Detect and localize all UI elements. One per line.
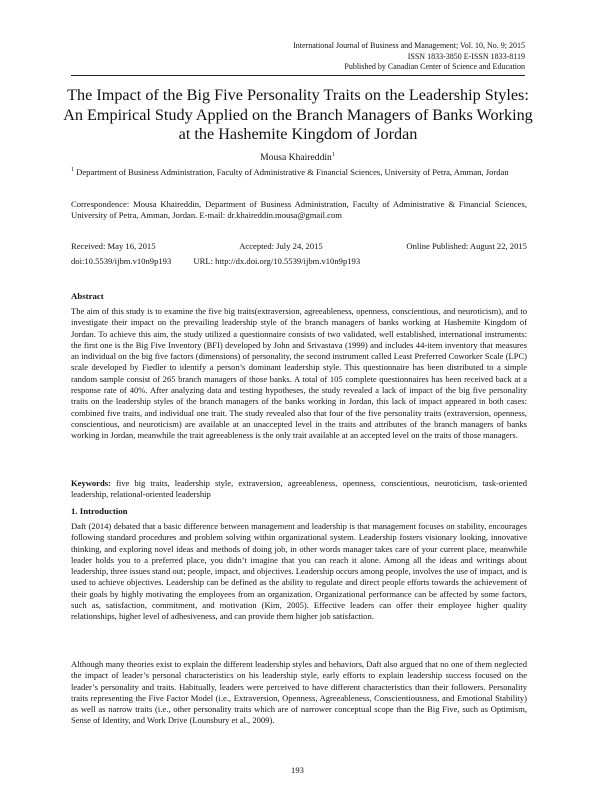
affiliation-text: Department of Business Administration, Faculty of Administrative & Financial Sciences, University of Petra, Amman, Jordan: [76, 167, 509, 177]
section-heading: 1. Introduction: [71, 506, 128, 516]
journal-publisher: Published by Canadian Center of Science and Education: [344, 62, 525, 71]
affiliation: [71, 167, 527, 178]
keywords-text: five big traits, leadership style, extraversion, agreeableness, openness, conscientious, neuroticism, task-oriented leadership, relational-oriented leadership: [71, 478, 527, 500]
page-number: 193: [291, 765, 304, 775]
journal-issn: ISSN 1833-3850 E-ISSN 1833-8119: [407, 51, 525, 61]
doi-url[interactable]: URL: http://dx.doi.org/10.5539/ijbm.v10n9p193: [193, 256, 361, 266]
author-line: [0, 152, 595, 163]
intro-paragraph-1: Daft (2014) debated that a basic difference between management and leadership is that management focuses on stability, encourages following standard procedures and problem solving within organizational system. Leadership fosters visionary looking, innovative thinking, and exploring novel ideas and methods of doing job, in other words manager takes care of your current place, meanwhile leader holds you to a preferred place, you didn’t imagine that you can reach it alone. Among all the ideas and writings about leadership, three issues stand out; people, impact, and objectives. Leadership occurs among people, involves the use of impact, and is used to achieve objectives. Leadership can be defined as the ability to regulate and direct people efforts towards the achievement of their goals by highly motivating the employees from an organization. Organizational performance can be affected by some factors, such as, satisfaction, commitment, and motivation (Kim, 2005). Effective leaders can offer their employee higher quality relationships, higher level of adhesiveness, and can provide them higher job satisfaction.: [71, 521, 527, 622]
accepted-date: Accepted: July 24, 2015: [239, 241, 323, 251]
doi-line: [71, 256, 527, 266]
author-affiliation-mark: 1: [331, 151, 335, 158]
received-date: Received: May 16, 2015: [71, 241, 156, 251]
keywords: [71, 478, 527, 501]
correspondence: Correspondence: Mousa Khaireddin, Department of Business Administration, Faculty of Administrative & Financial Sciences, University of Petra, Amman, Jordan. E-mail: dr.khaireddin.mousa@gmail.com: [71, 199, 527, 221]
keywords-label: Keywords:: [71, 478, 111, 488]
published-date: Online Published: August 22, 2015: [406, 241, 527, 251]
intro-paragraph-2: Although many theories exist to explain the different leadership styles and behaviors, Daft also argued that no one of them neglected the impact of leader’s personal characteristics on his leadership style, early efforts to explain leadership success focused on the leader’s personality and traits. Habitually, leaders were perceived to have different characteristics than their followers. Personality traits representing the Five Factor Model (i.e., Extraversion, Openness, Agreeableness, Conscientiousness, and Emotional Stability) as well as narrow traits (i.e., other personality traits which are of narrower conceptual scope than the Big Five, such as Optimism, Sense of Identity, and Work Drive (Lounsbury et al., 2009).: [71, 659, 527, 726]
journal-header: [195, 41, 525, 73]
doi: doi:10.5539/ijbm.v10n9p193: [71, 256, 172, 266]
article-title: The Impact of the Big Five Personality Traits on the Leadership Styles: An Empirical Study Applied on the Branch Managers of Banks Working at the Hashemite Kingdom of Jordan: [63, 86, 533, 144]
abstract-heading: Abstract: [71, 291, 104, 301]
journal-citation: International Journal of Business and Management; Vol. 10, No. 9; 2015: [293, 41, 525, 50]
abstract-text: The aim of this study is to examine the five big traits(extraversion, agreeableness, openness, conscientious, and neuroticism), and to investigate their impact on the prevailing leadership style of the branch managers of banks working at Hashemite Kingdom of Jordan. To achieve this aim, the study utilized a questionnaire consists of two validated, well established, international instruments: the first one is the Big Five Inventory (BFI) developed by John and Srivastava (1999) and includes 44-item inventory that measures an individual on the big five factors (dimensions) of personality, the second instrument called Least Preferred Coworker Scale (LPC) scale developed by Fiedler to identify a person’s dominant leadership style. This questionnaire has been distributed to a simple random sample consist of 265 branch managers of those banks. A total of 105 complete questionnaires has been received back at a response rate of 40%. After analyzing data and testing hypotheses, the study revealed a lack of impact of the big five personality traits on the leadership styles of the branch managers of the banks working in Jordan, this lack of impact appeared in both cases: combined five traits, and individual one trait. The study revealed also that four of the five personality traits (extraversion, openness, conscientious, and neuroticism) are available at an unaccepted level in the traits and attributes of the branch managers of banks working in Jordan, meanwhile the trait agreeableness is the only trait available at an accepted level on the traits of those managers.: [71, 306, 527, 441]
author-name: Mousa Khaireddin: [260, 152, 332, 163]
affiliation-mark: 1: [71, 167, 74, 174]
header-rule: [71, 75, 525, 76]
publication-dates: [71, 241, 527, 251]
